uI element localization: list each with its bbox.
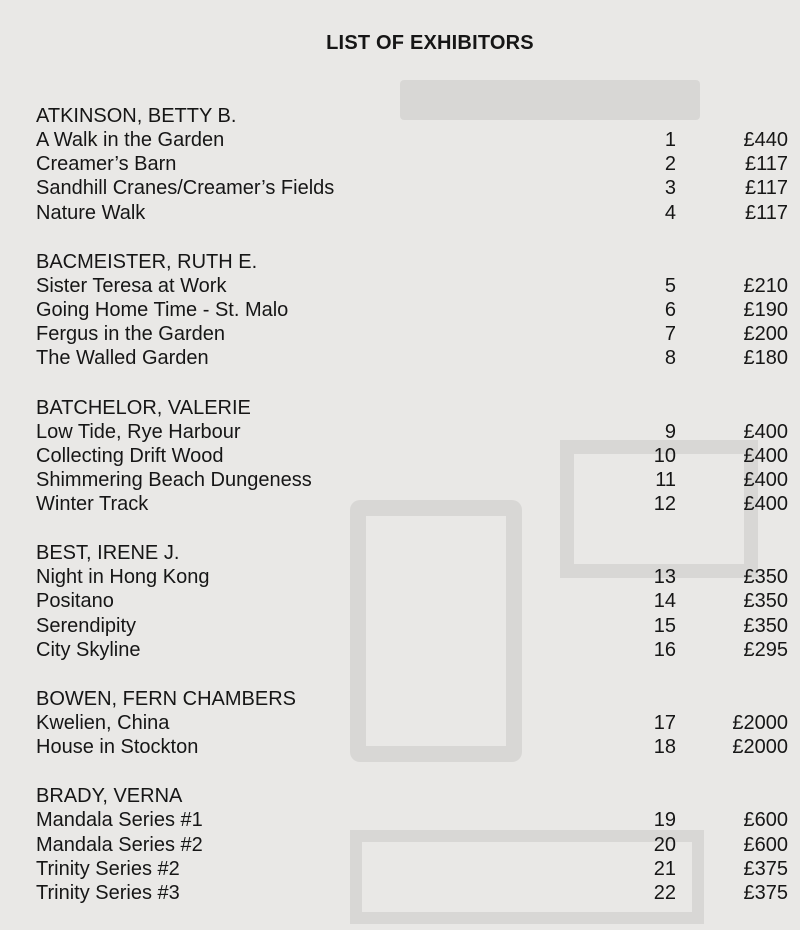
work-price: £117: [744, 201, 788, 224]
work-title: Positano: [36, 590, 114, 613]
catalogue-number: 16: [653, 638, 676, 661]
exhibitor-name: BACMEISTER, RUTH E.: [36, 250, 258, 273]
work-price: £375: [743, 881, 788, 904]
work-title: Fergus in the Garden: [36, 323, 225, 346]
catalogue-number: 7: [664, 323, 676, 346]
exhibitor-list: [36, 104, 796, 930]
catalogue-number: 1: [664, 129, 676, 151]
work-price: £295: [743, 638, 788, 661]
list-item: [36, 833, 796, 857]
catalogue-number: 6: [664, 298, 676, 321]
work-price: £375: [743, 857, 788, 880]
list-item: [36, 614, 796, 638]
catalogue-number: 8: [664, 347, 676, 370]
work-title: Winter Track: [36, 493, 149, 516]
list-item: [36, 298, 796, 322]
list-item: [36, 274, 796, 298]
work-title: Mandala Series #2: [36, 833, 203, 856]
work-title: Creamer’s Barn: [36, 153, 177, 176]
work-price: £400: [743, 493, 788, 516]
work-title: Collecting Drift Wood: [36, 444, 224, 467]
work-title: Sandhill Cranes/Creamer’s Fields: [36, 177, 335, 200]
list-item: [36, 128, 796, 152]
list-item: [36, 468, 796, 492]
exhibitor-name: ATKINSON, BETTY B.: [36, 105, 237, 127]
work-title: City Skyline: [36, 638, 141, 661]
work-title: Trinity Series #3: [36, 881, 180, 904]
exhibitor-group: [36, 104, 796, 225]
catalogue-number: 3: [664, 177, 676, 200]
work-title: Shimmering Beach Dungeness: [36, 468, 312, 491]
list-item: [36, 808, 796, 832]
catalogue-number: 15: [653, 614, 676, 637]
exhibitor-group: [36, 250, 796, 371]
work-title: Trinity Series #2: [36, 857, 180, 880]
catalogue-number: 18: [653, 736, 676, 759]
work-price: £400: [743, 444, 788, 467]
list-item: [36, 638, 796, 662]
work-title: Kwelien, China: [36, 712, 170, 734]
catalogue-number: 10: [653, 444, 676, 467]
work-title: Night in Hong Kong: [36, 566, 210, 589]
list-item: [36, 565, 796, 589]
work-price: £180: [743, 347, 788, 370]
page-title: LIST OF EXHIBITORS: [326, 32, 534, 54]
work-title: Mandala Series #1: [36, 809, 203, 832]
work-price: £200: [743, 323, 788, 346]
work-title: A Walk in the Garden: [36, 129, 225, 151]
list-item: [36, 735, 796, 759]
work-title: House in Stockton: [36, 736, 199, 759]
work-title: Serendipity: [36, 614, 137, 637]
exhibitor-group: [36, 784, 796, 905]
work-price: £117: [744, 153, 788, 176]
catalogue-number: 19: [653, 809, 676, 832]
list-item: [36, 346, 796, 370]
list-item: [36, 857, 796, 881]
work-title: Sister Teresa at Work: [36, 274, 227, 297]
list-item: [36, 322, 796, 346]
work-price: £600: [743, 809, 788, 832]
list-item: [36, 420, 796, 444]
work-price: £400: [743, 468, 788, 491]
list-item: [36, 176, 796, 200]
work-price: £350: [743, 566, 788, 589]
work-price: £440: [743, 129, 788, 151]
list-item: [36, 444, 796, 468]
work-price: £2000: [732, 712, 788, 734]
work-title: Low Tide, Rye Harbour: [36, 420, 241, 443]
catalogue-number: 2: [664, 153, 676, 176]
list-item: [36, 492, 796, 516]
work-title: Nature Walk: [36, 201, 146, 224]
exhibitor-name: BATCHELOR, VALERIE: [36, 396, 251, 419]
list-item: [36, 881, 796, 905]
work-price: £190: [743, 298, 788, 321]
catalogue-number: 20: [653, 833, 676, 856]
list-item: [36, 152, 796, 176]
exhibitor-group: [36, 541, 796, 662]
work-price: £210: [743, 274, 788, 297]
work-price: £350: [743, 614, 788, 637]
catalogue-number: 12: [653, 493, 676, 516]
catalogue-number: 9: [664, 420, 676, 443]
work-title: Going Home Time - St. Malo: [36, 298, 289, 321]
catalogue-number: 5: [664, 274, 676, 297]
work-price: £2000: [732, 736, 788, 759]
list-item: [36, 711, 796, 735]
work-price: £350: [743, 590, 788, 613]
exhibitor-name: BEST, IRENE J.: [36, 542, 180, 565]
exhibitor-group: [36, 396, 796, 517]
catalogue-number: 17: [653, 712, 676, 734]
catalogue-number: 11: [655, 468, 676, 491]
work-price: £117: [744, 177, 788, 200]
catalogue-number: 14: [653, 590, 676, 613]
work-price: £400: [743, 420, 788, 443]
catalogue-number: 13: [653, 566, 676, 589]
work-price: £600: [743, 833, 788, 856]
catalogue-number: 4: [664, 201, 676, 224]
exhibitor-group: [36, 687, 796, 759]
catalogue-number: 22: [653, 881, 676, 904]
list-item: [36, 589, 796, 613]
work-title: The Walled Garden: [36, 347, 209, 370]
exhibitor-name: BRADY, VERNA: [36, 785, 183, 808]
catalogue-number: 21: [653, 857, 676, 880]
list-item: [36, 201, 796, 225]
exhibitor-name: BOWEN, FERN CHAMBERS: [36, 688, 297, 710]
